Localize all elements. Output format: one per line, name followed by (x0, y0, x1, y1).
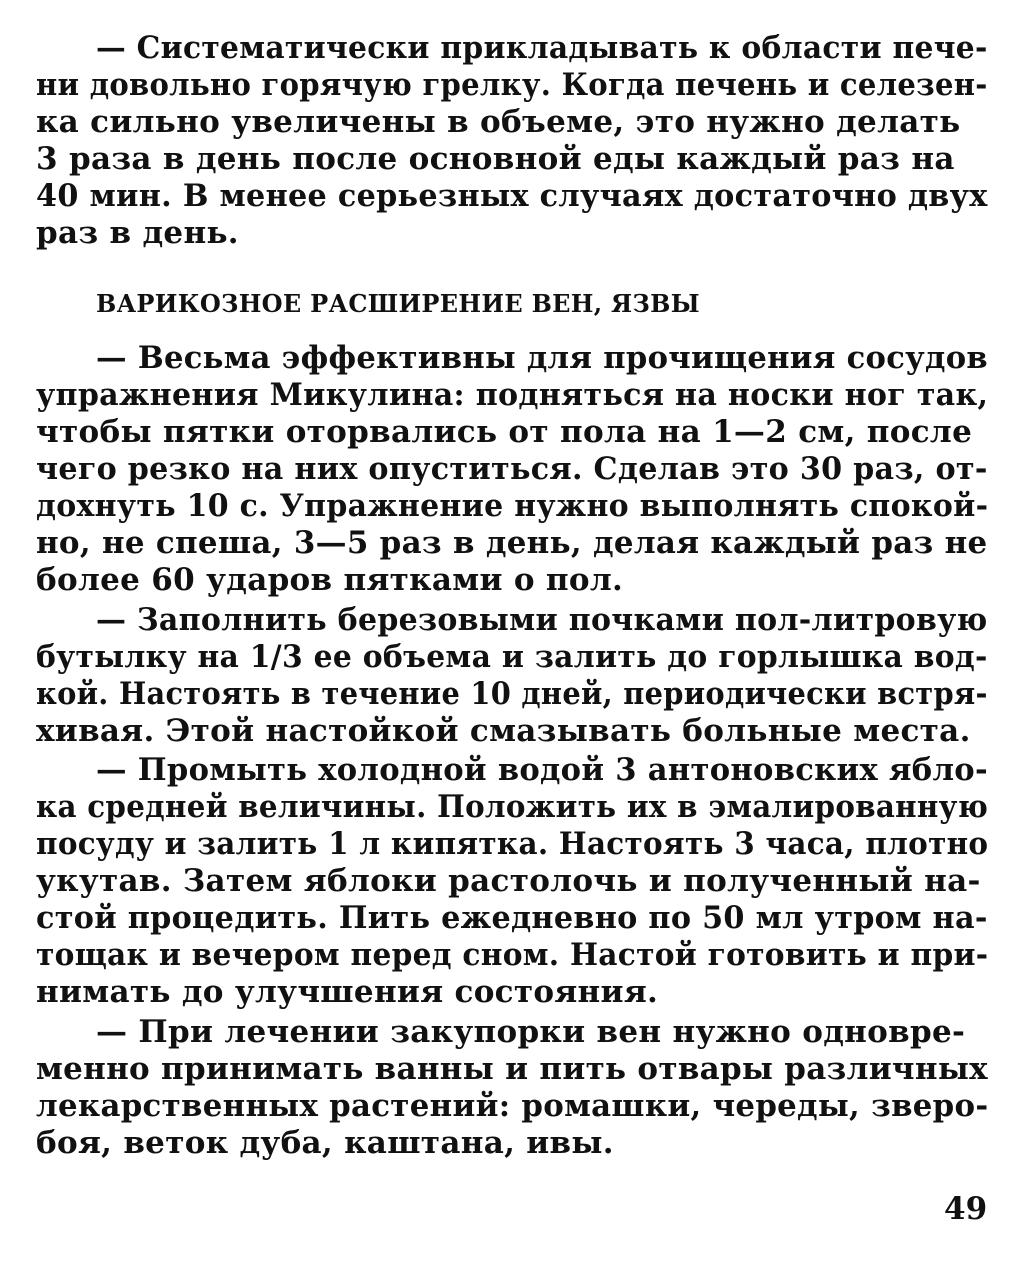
text-line: более 60 ударов пятками о пол. (36, 562, 624, 598)
text-line: упражнения Микулина: подняться на носки ног так, (36, 377, 989, 413)
text-line: — Промыть холодной водой 3 антоновских ябло- (96, 752, 988, 788)
text-line: дохнуть 10 с. Упражнение нужно выполнять спокой- (36, 488, 989, 524)
page-number: 49 (944, 1191, 988, 1227)
text-line: посуду и залить 1 л кипятка. Настоять 3 часа, плотно (36, 826, 989, 862)
section-heading: ВАРИКОЗНОЕ РАСШИРЕНИЕ ВЕН, ЯЗВЫ (96, 289, 700, 318)
text-line: ни довольно горячую грелку. Когда печень и селезен- (36, 67, 988, 103)
text-line: стой процедить. Пить ежедневно по 50 мл утром на- (36, 900, 988, 936)
text-line: менно принимать ванны и пить отвары различных (36, 1051, 988, 1087)
text-line: раз в день. (36, 215, 239, 251)
text-line: кой. Настоять в течение 10 дней, периодически встря- (36, 676, 988, 712)
text-line: чего резко на них опуститься. Сделав это 30 раз, от- (36, 451, 988, 487)
text-line: — Заполнить березовыми почками пол-литровую (96, 602, 988, 638)
text-line: 40 мин. В менее серьезных случаях достаточно двух (36, 178, 988, 214)
text-line: хивая. Этой настойкой смазывать больные места. (36, 713, 971, 749)
text-line: но, не спеша, 3—5 раз в день, делая каждый раз не (36, 525, 988, 561)
text-line: боя, веток дуба, каштана, ивы. (36, 1125, 614, 1161)
text-line: 3 раза в день после основной еды каждый раз на (36, 141, 955, 177)
text-line: лекарственных растений: ромашки, череды, зверо- (36, 1088, 989, 1124)
text-line: нимать до улучшения состояния. (36, 974, 659, 1010)
text-line: укутав. Затем яблоки растолочь и полученный на- (36, 863, 981, 899)
text-line: тощак и вечером перед сном. Настой готовить и при- (36, 937, 989, 973)
text-line: бутылку на 1/3 ее объема и залить до горлышка вод- (36, 639, 988, 675)
text-line: ка средней величины. Положить их в эмалированную (36, 789, 989, 825)
text-line: ка сильно увеличены в объеме, это нужно делать (36, 104, 961, 140)
text-line: — При лечении закупорки вен нужно одновре- (96, 1014, 966, 1050)
text-line: — Весьма эффективны для прочищения сосудов (96, 340, 988, 376)
text-line: — Систематически прикладывать к области пече- (96, 30, 988, 66)
text-line: чтобы пятки оторвались от пола на 1—2 см, после (36, 414, 973, 450)
